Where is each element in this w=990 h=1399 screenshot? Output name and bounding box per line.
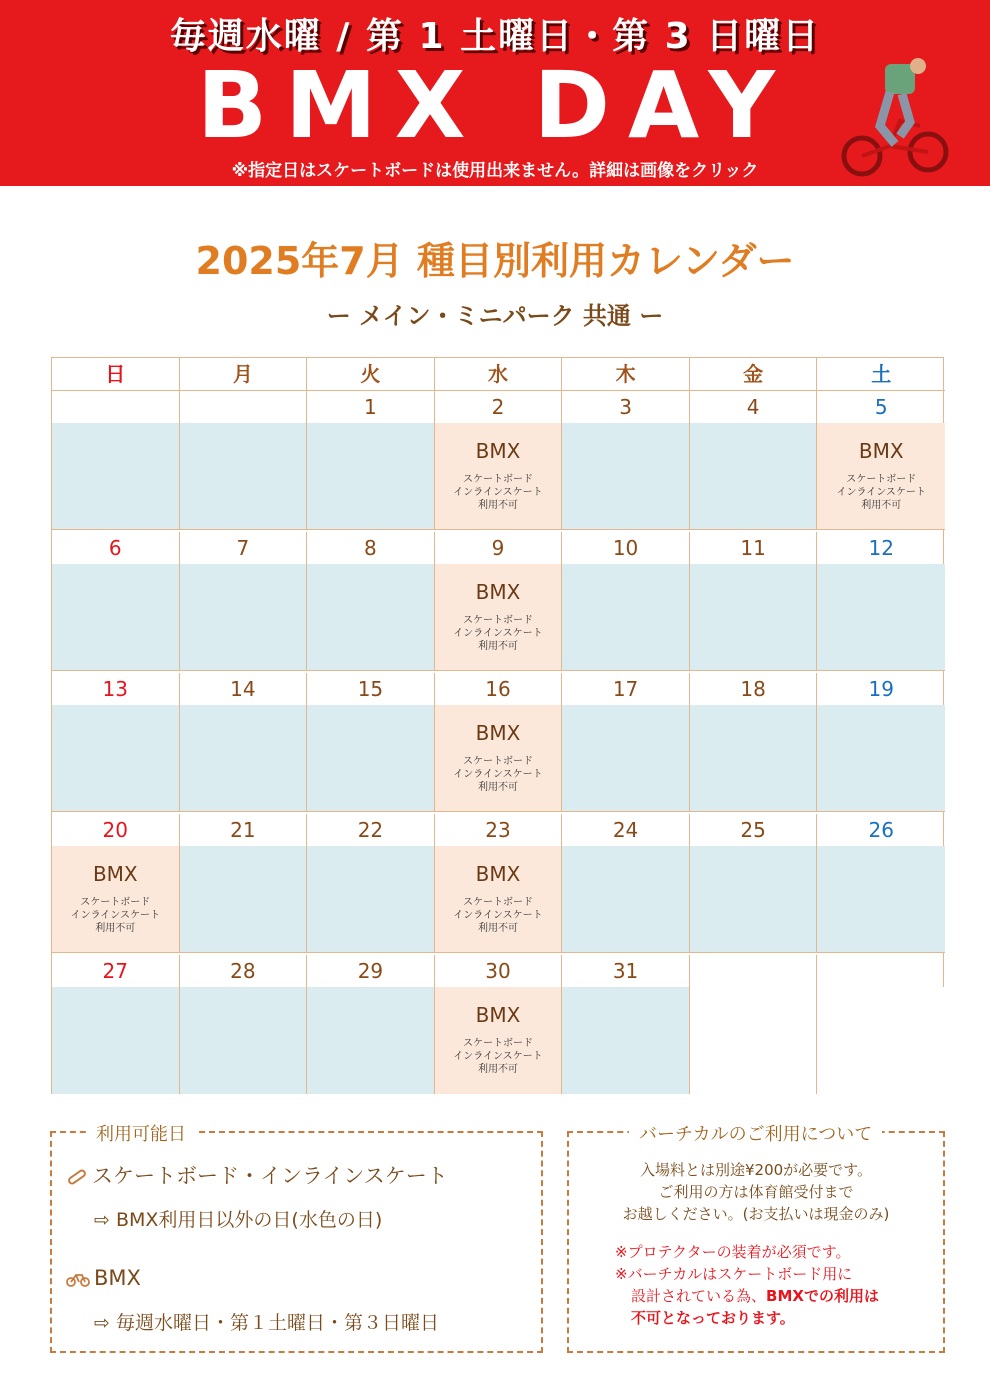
day-number: 3	[562, 391, 690, 423]
bmx-day-cell	[435, 846, 563, 953]
legend-title: 利用可能日	[86, 1120, 196, 1146]
skate-day-cell	[307, 564, 435, 671]
day-number	[690, 955, 818, 987]
bmx-note	[435, 755, 562, 794]
skate-day-cell	[562, 423, 690, 530]
day-number: 12	[868, 536, 894, 560]
legend-skate-row	[66, 1160, 448, 1190]
weekday-header: 水	[435, 358, 563, 391]
day-number: 10	[562, 532, 690, 564]
bmx-note-line: スケートボード	[462, 474, 533, 485]
skate-day-cell	[817, 846, 945, 953]
skate-day-cell	[562, 564, 690, 671]
bmx-note-line: スケートボード	[80, 897, 151, 908]
vertical-line-1: 入場料とは別途¥200が必要です。	[640, 1161, 872, 1179]
day-number: 27	[52, 955, 180, 987]
bmx-note	[52, 896, 179, 935]
skate-day-cell	[52, 564, 180, 671]
bmx-day-cell	[435, 987, 563, 1094]
day-number: 14	[180, 673, 308, 705]
bmx-note-line: インラインスケート	[70, 910, 160, 921]
day-number: 22	[307, 814, 435, 846]
day-number: 31	[562, 955, 690, 987]
weekday-header: 火	[307, 358, 435, 391]
day-number: 26	[868, 818, 894, 842]
day-number: 13	[52, 673, 180, 705]
skate-day-cell	[52, 423, 180, 530]
bmx-note-line: 利用不可	[477, 1064, 518, 1075]
skate-day-cell	[307, 423, 435, 530]
bmx-label: BMX	[475, 439, 521, 463]
skate-day-cell	[817, 987, 945, 1094]
day-number: 17	[562, 673, 690, 705]
day-number: 6	[52, 532, 180, 564]
bmx-day-cell	[435, 423, 563, 530]
bmx-note	[817, 473, 945, 512]
bmx-note-line: 利用不可	[477, 500, 518, 511]
bmx-note	[435, 614, 562, 653]
weekday-header: 木	[562, 358, 690, 391]
bmx-note	[435, 473, 562, 512]
bmx-note-line: 利用不可	[477, 923, 518, 934]
bmx-day-cell	[817, 423, 945, 530]
day-number: 20	[52, 814, 180, 846]
bmx-note-line: スケートボード	[462, 897, 533, 908]
skate-day-cell	[180, 987, 308, 1094]
bmx-note-line: スケートボード	[462, 756, 533, 767]
skateboard-icon	[66, 1166, 88, 1188]
bmx-note-line: インラインスケート	[453, 1051, 543, 1062]
bmx-day-cell	[435, 564, 563, 671]
vertical-line-3: お越しください。(お支払いは現金のみ)	[622, 1205, 890, 1223]
day-number: 30	[435, 955, 563, 987]
bmx-label: BMX	[475, 721, 521, 745]
skate-day-cell	[307, 846, 435, 953]
vertical-warning-1: ※プロテクターの装着が必須です。	[615, 1243, 851, 1261]
bmx-note-line: スケートボード	[462, 615, 533, 626]
bmx-note-line: 利用不可	[861, 500, 902, 511]
header-banner[interactable]	[0, 0, 990, 186]
day-number: 8	[307, 532, 435, 564]
legend-skate-detail: ⇨ BMX利用日以外の日(水色の日)	[94, 1209, 383, 1231]
bicycle-icon	[66, 1271, 90, 1287]
legend-skate-label: スケートボード・インラインスケート	[92, 1164, 448, 1188]
bmx-day-cell	[435, 705, 563, 812]
skate-day-cell	[180, 846, 308, 953]
skate-day-cell	[562, 705, 690, 812]
day-number: 23	[435, 814, 563, 846]
skate-day-cell	[690, 423, 818, 530]
calendar-grid	[52, 358, 943, 1093]
skate-day-cell	[562, 846, 690, 953]
calendar	[51, 357, 944, 1094]
day-number: 16	[435, 673, 563, 705]
bmx-note-line: スケートボード	[846, 474, 917, 485]
day-number	[52, 391, 180, 423]
banner-note[interactable]: ※指定日はスケートボードは使用出来ません。詳細は画像をクリック	[231, 161, 759, 181]
skate-day-cell	[180, 423, 308, 530]
bmx-label: BMX	[475, 580, 521, 604]
day-number: 29	[307, 955, 435, 987]
vertical-warning-2: ※バーチカルはスケートボード用に	[615, 1265, 853, 1283]
day-number: 1	[307, 391, 435, 423]
skate-day-cell	[690, 846, 818, 953]
skate-day-cell	[180, 705, 308, 812]
page-subtitle: ー メイン・ミニパーク 共通 ー	[326, 302, 664, 330]
bmx-label: BMX	[92, 862, 138, 886]
skate-day-cell	[307, 987, 435, 1094]
day-number: 25	[690, 814, 818, 846]
skate-day-cell	[180, 564, 308, 671]
skate-day-cell	[562, 987, 690, 1094]
skate-day-cell	[52, 987, 180, 1094]
weekday-header: 土	[817, 358, 945, 391]
bmx-note-line: インラインスケート	[453, 769, 543, 780]
day-number: 2	[435, 391, 563, 423]
legend-bmx-row	[66, 1266, 141, 1290]
bmx-note	[435, 1037, 562, 1076]
bmx-label: BMX	[475, 1003, 521, 1027]
bmx-note-line: インラインスケート	[836, 487, 926, 498]
day-number	[180, 391, 308, 423]
vertical-line-2: ご利用の方は体育館受付まで	[658, 1183, 854, 1201]
vertical-title: バーチカルのご利用について	[629, 1120, 882, 1146]
day-number: 9	[435, 532, 563, 564]
day-number: 28	[180, 955, 308, 987]
skate-day-cell	[690, 564, 818, 671]
day-number: 15	[307, 673, 435, 705]
vertical-warning-3	[631, 1285, 879, 1307]
bmx-note-line: スケートボード	[462, 1038, 533, 1049]
day-number	[817, 955, 945, 987]
bmx-note-line: 利用不可	[477, 782, 518, 793]
vertical-warning-3a: 設計されている為、	[631, 1287, 767, 1305]
weekday-header: 日	[52, 358, 180, 391]
skate-day-cell	[817, 705, 945, 812]
bmx-label: BMX	[475, 862, 521, 886]
vertical-ramp-info	[567, 1124, 945, 1353]
day-number: 11	[690, 532, 818, 564]
day-number: 19	[868, 677, 894, 701]
weekday-header: 金	[690, 358, 818, 391]
bmx-note-line: 利用不可	[477, 641, 518, 652]
skate-day-cell	[307, 705, 435, 812]
bmx-note-line: 利用不可	[95, 923, 136, 934]
vertical-warning-4: 不可となっております。	[631, 1309, 795, 1327]
banner-title: BMX DAY	[196, 52, 794, 159]
bmx-note-line: インラインスケート	[453, 487, 543, 498]
day-number: 24	[562, 814, 690, 846]
skate-day-cell	[52, 705, 180, 812]
skate-day-cell	[690, 987, 818, 1094]
day-number: 18	[690, 673, 818, 705]
skate-day-cell	[817, 564, 945, 671]
day-number: 7	[180, 532, 308, 564]
banner-schedule-text: 毎週水曜 / 第 1 土曜日・第 3 日曜日	[169, 16, 821, 57]
bmx-day-cell	[52, 846, 180, 953]
legend-bmx-label: BMX	[94, 1266, 141, 1290]
available-days-legend	[50, 1124, 543, 1353]
page-title: 2025年7月 種目別利用カレンダー	[195, 239, 795, 283]
bmx-note-line: インラインスケート	[453, 910, 543, 921]
vertical-warning-3b: BMXでの利用は	[766, 1287, 879, 1305]
weekday-header: 月	[180, 358, 308, 391]
skate-day-cell	[690, 705, 818, 812]
day-number: 5	[874, 395, 888, 419]
legend-bmx-detail: ⇨ 毎週水曜日・第１土曜日・第３日曜日	[94, 1312, 439, 1334]
day-number: 21	[180, 814, 308, 846]
day-number: 4	[690, 391, 818, 423]
bmx-label: BMX	[858, 439, 904, 463]
bmx-note	[435, 896, 562, 935]
bmx-note-line: インラインスケート	[453, 628, 543, 639]
bmx-rider-icon	[840, 56, 950, 181]
